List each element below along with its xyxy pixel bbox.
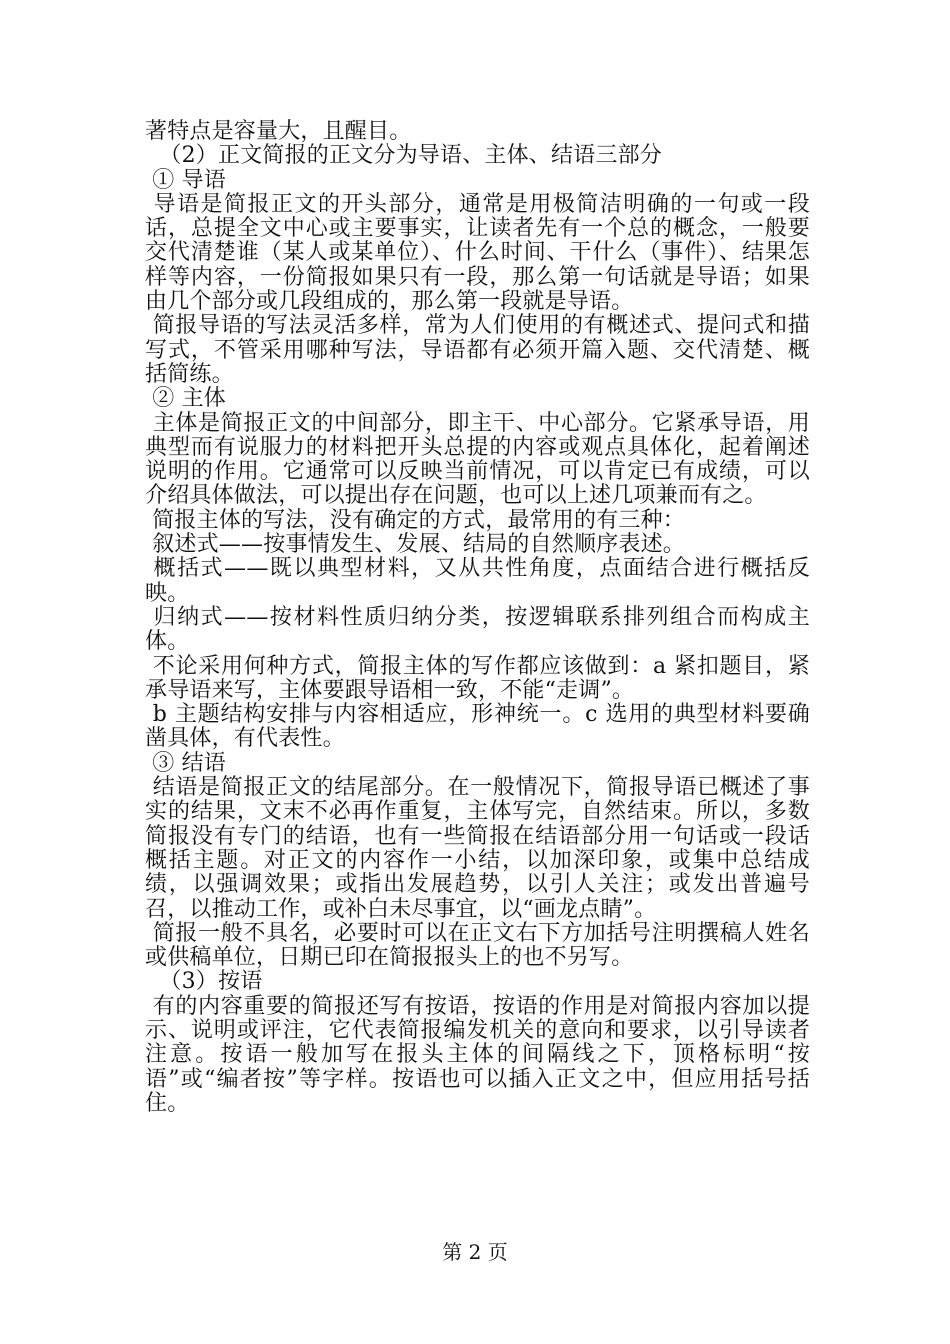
paragraph: 叙述式——按事情发生、发展、结局的自然顺序表述。: [145, 532, 686, 558]
subsection-heading: ③ 结语: [145, 750, 226, 776]
section-heading: （3）按语: [145, 969, 263, 995]
paragraph: 导语是简报正文的开头部分，通常是用极简洁明确的一句或一段话，总提全文中心或主要事实，让读者先有一个总的概念，一般要交代清楚谁（某人或某单位）、什么时间、干什么（事件）、结果怎样等内容，一份简报如果只有一段，那么第一句话就是导语；如果由几个部分或几段组成的，那么第一段就是导语。: [145, 191, 810, 315]
paragraph: 著特点是容量大，且醒目。: [145, 119, 412, 144]
paragraph: 归纳式——按材料性质归纳分类，按逻辑联系排列组合而构成主体。: [145, 604, 810, 655]
paragraph: 概括式——既以典型材料，又从共性角度，点面结合进行概括反映。: [145, 556, 810, 606]
subsection-heading: ① 导语: [145, 167, 226, 193]
paragraph: 结语是简报正文的结尾部分。在一般情况下，简报导语已概述了事实的结果，文末不必再作重复，主体写完，自然结束。所以，多数简报没有专门的结语，也有一些简报在结语部分用一句话或一段话概括主题。对正文的内容作一小结，以加深印象，或集中总结成绩，以强调效果；或指出发展趋势，以引人关注；或发出普遍号召，以推动工作，或补白未尽事宜，以“画龙点睛”。: [145, 775, 810, 922]
paragraph: 简报主体的写法，没有确定的方式，最常用的有三种：: [145, 507, 686, 533]
paragraph: 简报一般不具名，必要时可以在正文右下方加括号注明撰稿人姓名或供稿单位，日期已印在简报报头上的也不另写。: [145, 920, 810, 971]
paragraph: 不论采用何种方式，简报主体的写作都应该做到：a 紧扣题目，紧承导语来写，主体要跟导语相一致，不能“走调”。: [145, 653, 810, 703]
document-body: [145, 120, 810, 1116]
paragraph: 简报导语的写法灵活多样，常为人们使用的有概述式、提问式和描写式，不管采用哪种写法，导语都有必须开篇入题、交代清楚、概括简练。: [145, 313, 810, 387]
paragraph: 主体是简报正文的中间部分，即主干、中心部分。它紧承导语，用典型而有说服力的材料把开头总提的内容或观点具体化，起着阐述说明的作用。它通常可以反映当前情况，可以肯定已有成绩，可以介绍具体做法，可以提出存在问题，也可以上述几项兼而有之。: [145, 410, 810, 509]
paragraph: b 主题结构安排与内容相适应，形神统一。c 选用的典型材料要确凿具体，有代表性。: [145, 702, 810, 752]
page-number-footer: 第 2 页: [442, 1240, 508, 1264]
subsection-heading: ② 主体: [145, 386, 226, 412]
paragraph: 有的内容重要的简报还写有按语，按语的作用是对简报内容加以提示、说明或评注，它代表简报编发机关的意向和要求，以引导读者注意。按语一般加写在报头主体的间隔线之下，顶格标明“按语”或“编者按”等字样。按语也可以插入正文之中，但应用括号括住。: [145, 993, 810, 1116]
section-heading: （2）正文简报的正文分为导语、主体、结语三部分: [145, 143, 662, 169]
